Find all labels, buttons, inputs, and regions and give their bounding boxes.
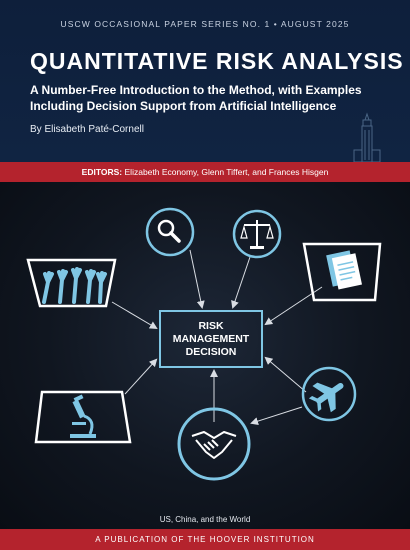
connector-microscope <box>125 360 156 394</box>
connector-search <box>190 250 202 307</box>
scales-icon <box>234 211 280 257</box>
airplane-icon <box>303 368 355 420</box>
cover-header <box>0 0 410 162</box>
editors-names: Elizabeth Economy, Glenn Tiffert, and Frances Hisgen <box>124 167 329 177</box>
risk-decision-box <box>159 310 263 368</box>
connector-hands <box>112 302 156 328</box>
risk-decision-label: RISK MANAGEMENT DECISION <box>172 319 250 358</box>
subtitle: A Number-Free Introduction to the Method, with Examples Including Decision Support from Artificial Intelligence <box>30 83 362 113</box>
editors-label: EDITORS: <box>81 167 123 177</box>
editors-bar <box>0 162 410 182</box>
page-title: QUANTITATIVE RISK ANALYSIS <box>30 48 404 74</box>
tagline: US, China, and the World <box>159 515 251 524</box>
series-line: USCW OCCASIONAL PAPER SERIES NO. 1 • AUGUST 2025 <box>60 19 350 29</box>
publisher-bar: A PUBLICATION OF THE HOOVER INSTITUTION <box>0 529 410 550</box>
author-line: By Elisabeth Paté-Cornell <box>30 124 144 135</box>
connector-scales <box>233 257 250 307</box>
connector-airplane-handshake <box>252 407 302 423</box>
search-icon <box>147 209 193 255</box>
connector-airplane <box>266 358 306 392</box>
raised-hands-icon <box>28 260 115 306</box>
hoover-tower-icon <box>352 112 382 162</box>
microscope-icon <box>36 392 130 442</box>
cover-illustration <box>0 182 410 529</box>
